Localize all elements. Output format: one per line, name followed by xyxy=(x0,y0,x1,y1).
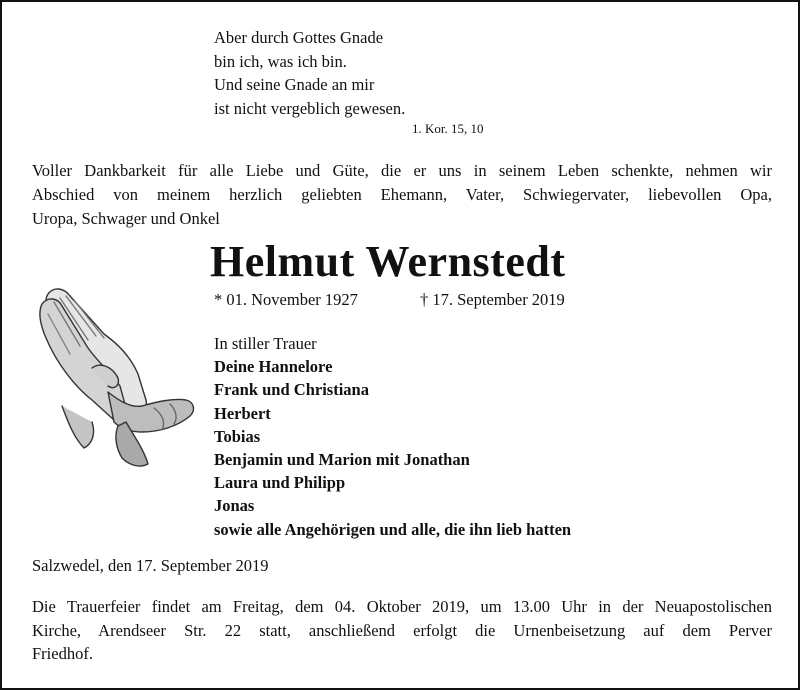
verse-line: ist nicht vergeblich gewesen. xyxy=(214,98,406,118)
praying-hands-icon xyxy=(34,282,199,477)
verse-line: Aber durch Gottes Gnade xyxy=(214,28,384,47)
verse-line: Und seine Gnade an mir xyxy=(214,75,375,94)
mourner-name: Benjamin und Marion mit Jonathan xyxy=(214,450,470,470)
deceased-name: Helmut Wernstedt xyxy=(210,237,566,286)
intro-line: Abschied von meinem herzlich geliebten Ehemann, Vater, Schwiegervater, liebevollen Opa, xyxy=(32,185,772,204)
mourner-name: sowie alle Angehörigen und alle, die ihn lieb hatten xyxy=(214,519,572,539)
intro-text xyxy=(32,159,772,231)
bible-verse xyxy=(214,26,405,120)
verse-line: bin ich, was ich bin. xyxy=(214,51,347,71)
funeral-info xyxy=(32,595,772,666)
mourner-name: Herbert xyxy=(214,403,271,423)
mourner-name: Deine Hannelore xyxy=(214,357,333,377)
mourner-name: Laura und Philipp xyxy=(214,473,346,493)
verse-reference: 1. Kor. 15, 10 xyxy=(412,121,484,136)
intro-line: Uropa, Schwager und Onkel xyxy=(32,209,220,228)
death-date: † 17. September 2019 xyxy=(420,290,565,309)
mourners-heading: In stiller Trauer xyxy=(214,334,317,353)
funeral-line: Friedhof. xyxy=(32,644,93,663)
mourners-list xyxy=(214,332,571,541)
place-date: Salzwedel, den 17. September 2019 xyxy=(32,556,269,575)
intro-line: Voller Dankbarkeit für alle Liebe und Güte, die er uns in seinem Leben schenkte, nehmen wir xyxy=(32,161,772,180)
funeral-line: Kirche, Arendseer Str. 22 statt, anschließend erfolgt die Urnenbeisetzung auf dem Perver xyxy=(32,620,772,640)
mourner-name: Jonas xyxy=(214,496,255,516)
funeral-line: Die Trauerfeier findet am Freitag, dem 04. Oktober 2019, um 13.00 Uhr in der Neuapostolischen xyxy=(32,597,772,616)
mourner-name: Frank und Christiana xyxy=(214,380,369,400)
birth-date: * 01. November 1927 xyxy=(214,290,358,309)
mourner-name: Tobias xyxy=(214,426,261,446)
